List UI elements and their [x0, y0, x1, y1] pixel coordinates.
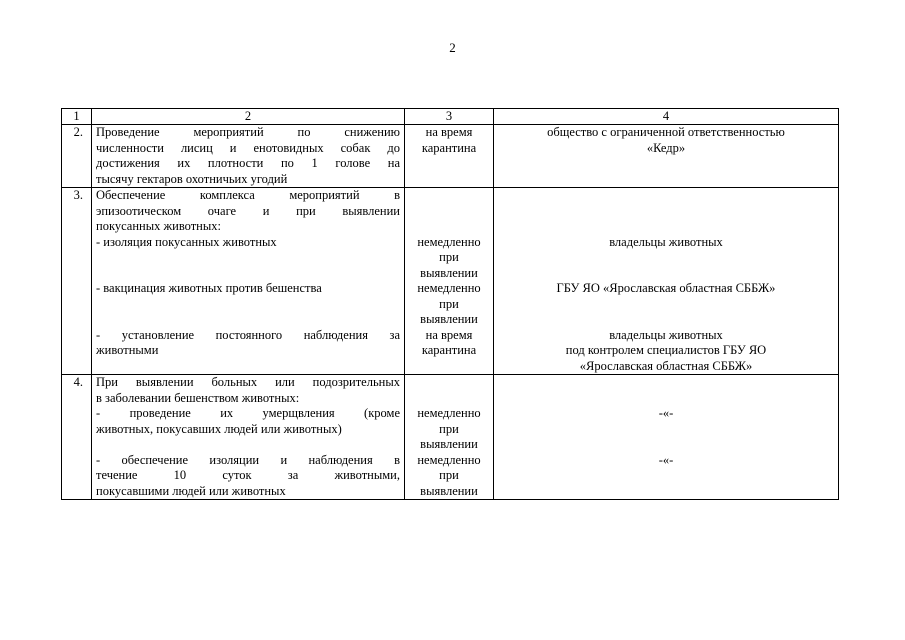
responsible-line: под контролем специалистов ГБУ ЯО	[565, 343, 767, 357]
term-cell	[405, 188, 494, 375]
page-number: 2	[449, 40, 456, 55]
row-number: 2.	[62, 125, 92, 188]
activity-line: - вакцинация животных против бешенства	[96, 281, 322, 295]
term-line: выявлении	[420, 437, 478, 451]
activity-line: тысячу гектаров охотничьих угодий	[96, 171, 288, 186]
responsible-line: общество с ограниченной ответственностью	[547, 125, 785, 139]
measures-table	[61, 108, 839, 500]
header-cell: 3	[405, 109, 494, 125]
activity-line: - проведение их умерщвления (кроме	[96, 406, 400, 420]
term-line: при	[439, 468, 459, 482]
activity-cell	[92, 125, 405, 188]
row-number: 3.	[62, 188, 92, 375]
intro-line: покусанных животных:	[96, 219, 221, 233]
term-line: немедленно	[417, 452, 481, 467]
intro-line: При выявлении больных или подозрительных	[96, 375, 400, 389]
intro-line: в заболевании бешенством животных:	[96, 390, 300, 405]
term-line: при	[439, 421, 459, 436]
activity-line: течение 10 суток за животными,	[96, 468, 400, 482]
responsible-line: «Кедр»	[646, 140, 686, 155]
responsible-line: -«-	[658, 452, 674, 467]
table-row	[62, 188, 839, 375]
term-line: на время	[425, 125, 473, 139]
term-line: выявлении	[420, 483, 478, 498]
responsible-line: владельцы животных	[609, 327, 723, 342]
activity-cell	[92, 375, 405, 500]
term-line: немедленно	[417, 406, 481, 420]
table-header-row	[62, 109, 839, 125]
term-line: при	[439, 250, 459, 264]
term-line: немедленно	[417, 234, 481, 249]
term-line: немедленно	[417, 281, 481, 295]
row-number: 4.	[62, 375, 92, 500]
activity-line: покусавшими людей или животных	[96, 483, 286, 498]
responsible-cell	[494, 375, 839, 500]
header-cell: 4	[494, 109, 839, 125]
activity-line: численности лисиц и енотовидных собак до	[96, 140, 400, 155]
responsible-cell	[494, 188, 839, 375]
activity-line: Проведение мероприятий по снижению	[96, 125, 400, 139]
activity-line: - изоляция покусанных животных	[96, 234, 277, 249]
activity-line: - установление постоянного наблюдения за	[96, 327, 400, 342]
responsible-cell	[494, 125, 839, 188]
responsible-line: -«-	[658, 406, 674, 420]
intro-line: Обеспечение комплекса мероприятий в	[96, 188, 400, 202]
header-cell: 2	[92, 109, 405, 125]
term-line: выявлении	[420, 312, 478, 326]
responsible-line: «Ярославская областная СББЖ»	[579, 358, 753, 373]
term-line: карантина	[421, 140, 477, 155]
activity-line: животных, покусавших людей или животных)	[96, 421, 342, 436]
term-line: при	[439, 296, 459, 311]
activity-line: животными	[96, 343, 159, 357]
table-row	[62, 125, 839, 188]
activity-line: достижения их плотности по 1 голове на	[96, 156, 400, 170]
term-cell	[405, 375, 494, 500]
header-cell: 1	[62, 109, 92, 125]
responsible-line: владельцы животных	[609, 234, 723, 249]
term-line: на время	[425, 327, 473, 342]
term-line: карантина	[421, 343, 477, 357]
table-row	[62, 375, 839, 500]
term-line: выявлении	[420, 265, 478, 280]
activity-line: - обеспечение изоляции и наблюдения в	[96, 452, 400, 467]
term-cell	[405, 125, 494, 188]
intro-line: эпизоотическом очаге и при выявлении	[96, 203, 400, 218]
activity-cell	[92, 188, 405, 375]
responsible-line: ГБУ ЯО «Ярославская областная СББЖ»	[556, 281, 776, 295]
